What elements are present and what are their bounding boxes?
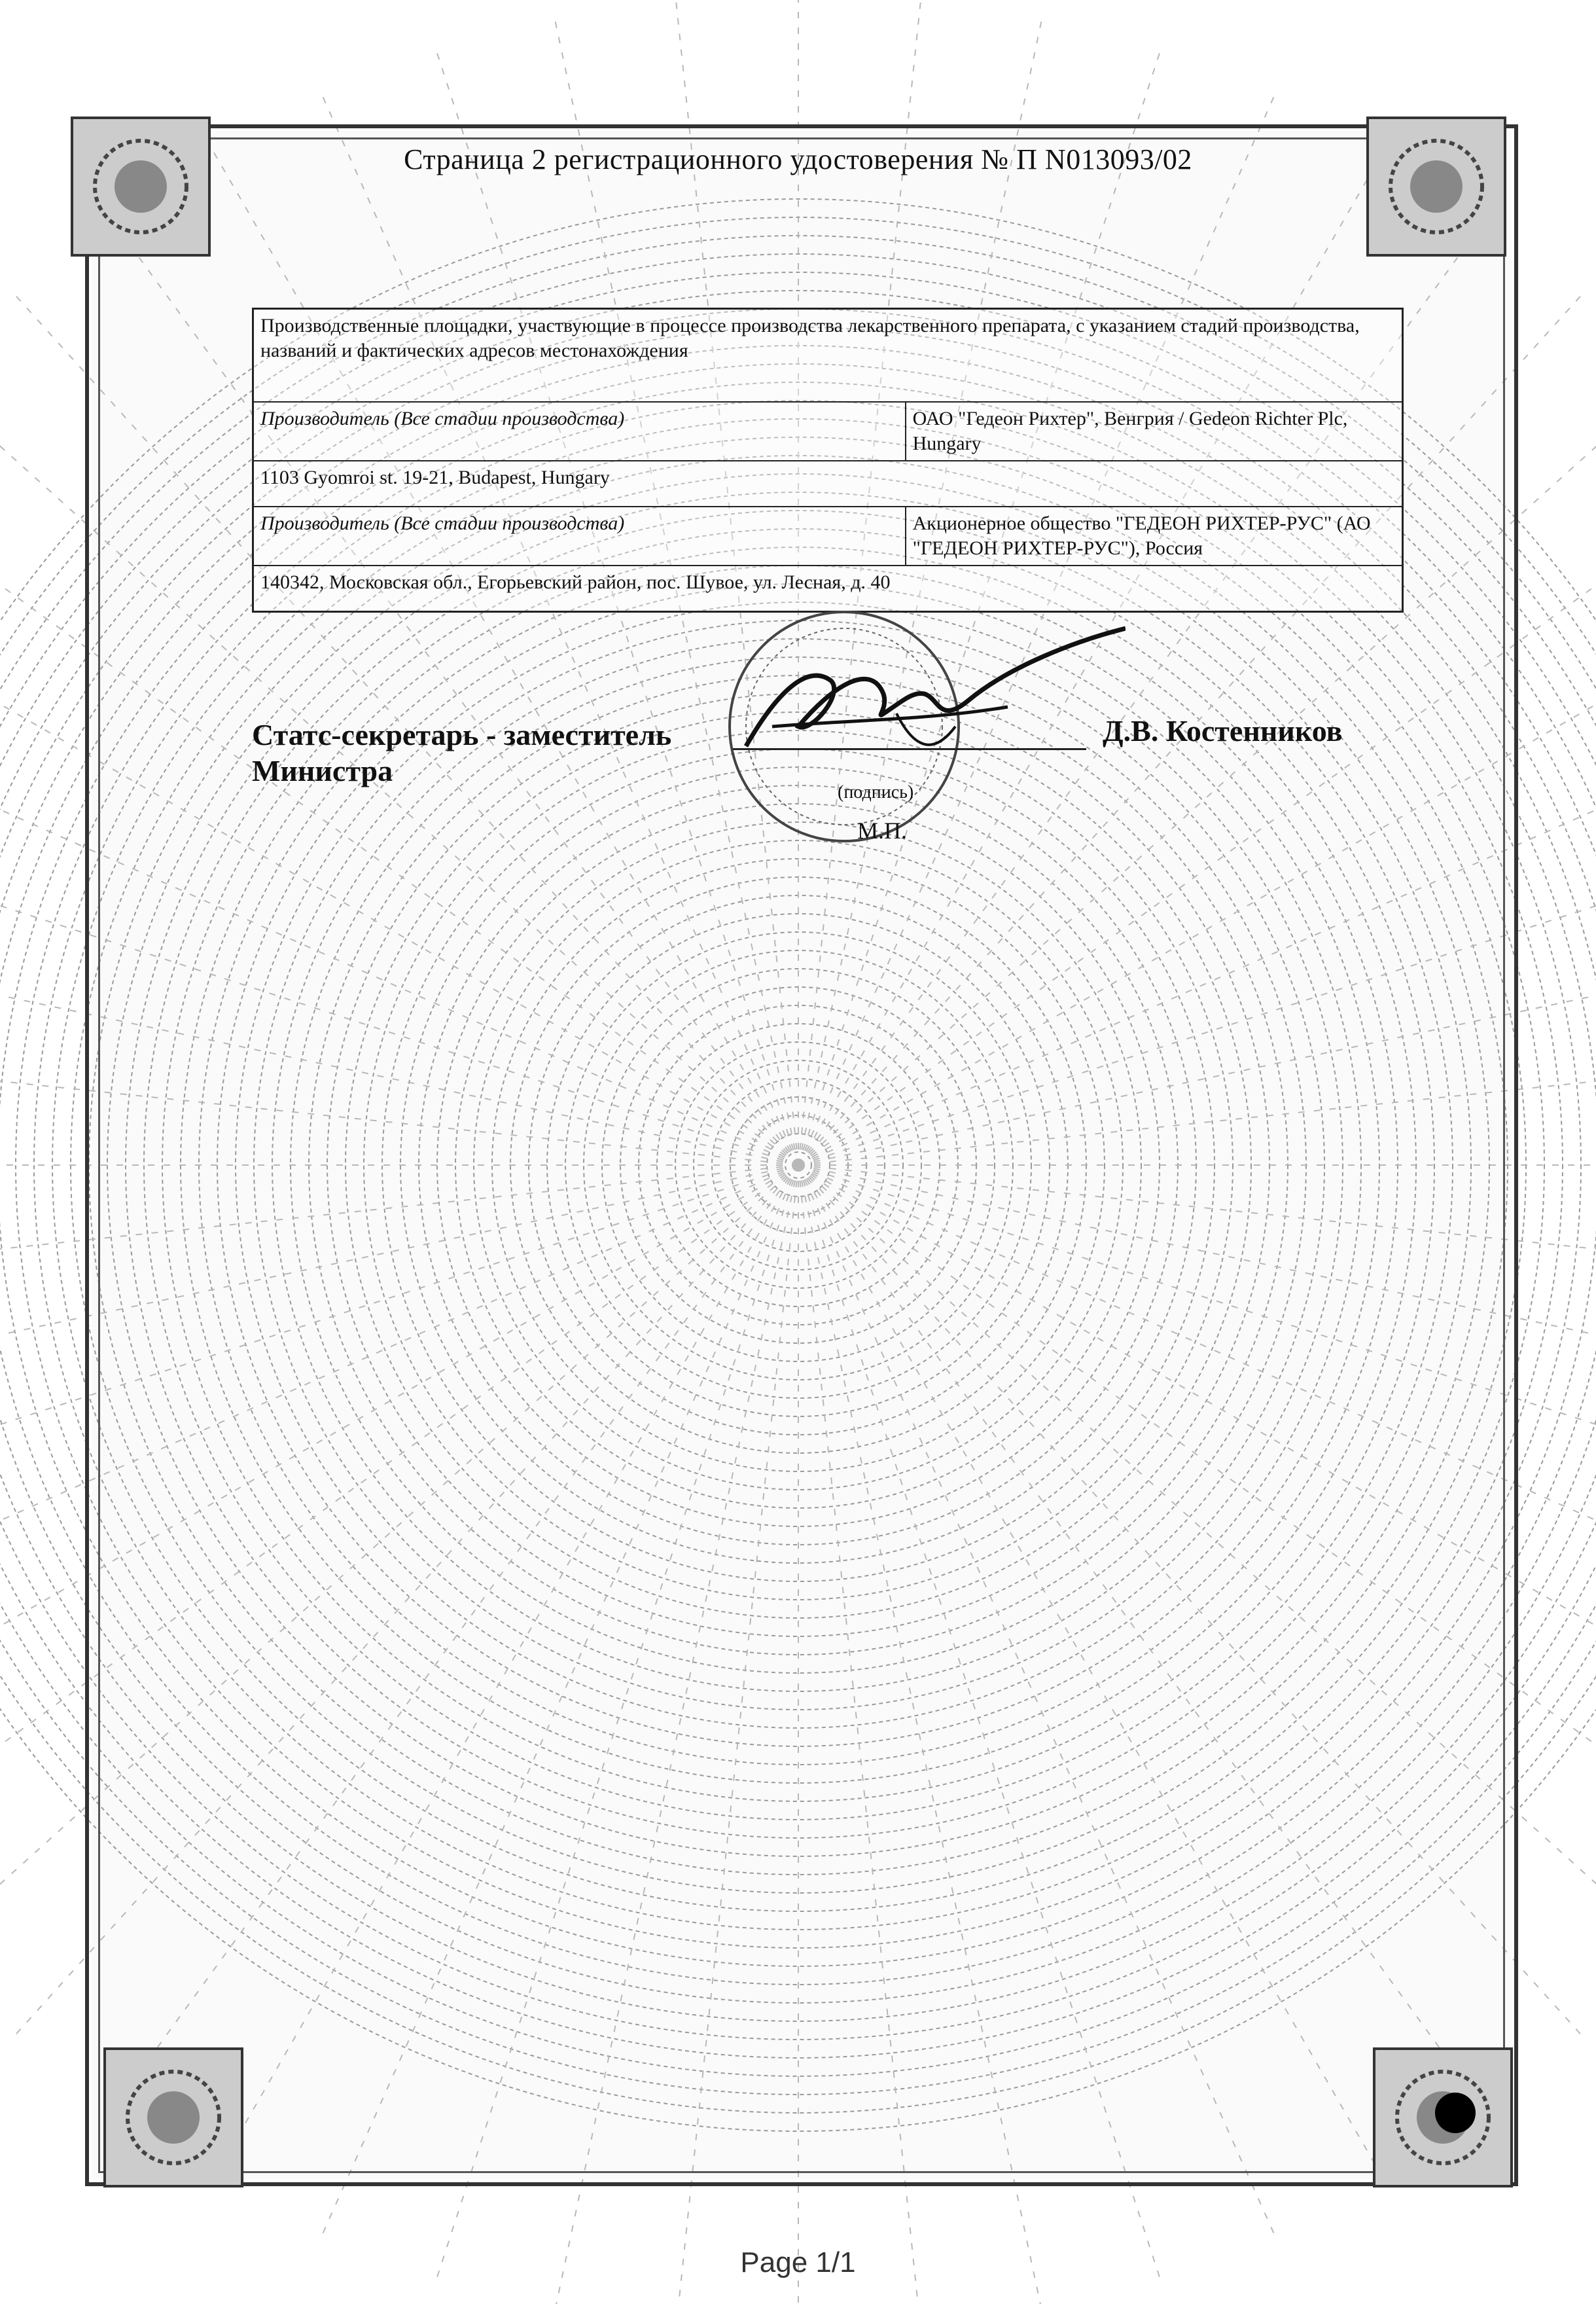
corner-ornament-bottom-left [98,2042,249,2193]
manufacturer-role: Производитель (Все стадии производства) [254,507,906,565]
signatory-title [252,717,671,789]
corner-ornament-top-left [65,111,216,262]
table-row [254,401,1402,460]
signatory-title-line1: Статс-секретарь - заместитель [252,718,672,751]
punch-hole-mark [1435,2093,1476,2133]
seal-placement-mark: М.П. [857,818,908,844]
table-heading: Производственные площадки, участвующие в процессе производства лекарственного препарата, с указанием стадий производства, названий и фактических адресов местонахождения [260,315,1360,361]
manufacturing-sites-table [252,308,1404,613]
manufacturer-company: ОАО "Гедеон Рихтер", Венгрия / Gedeon Richter Plc, Hungary [912,408,1348,454]
manufacturer-company: Акционерное общество "ГЕДЕОН РИХТЕР-РУС" (АО "ГЕДЕОН РИХТЕР-РУС"), Россия [912,513,1371,559]
table-heading-row [254,310,1402,401]
page-number: Page 1/1 [740,2246,856,2278]
signatory-title-line2: Министра [252,754,393,788]
table-row [254,506,1402,565]
certificate-page-title: Страница 2 регистрационного удостоверения № П N013093/02 [404,143,1192,175]
manufacturer-address: 140342, Московская обл., Егорьевский район, пос. Шувое, ул. Лесная, д. 40 [260,571,891,593]
signature-caption: (подпись) [838,782,914,802]
signature-line [733,748,1086,750]
corner-ornament-top-right [1361,111,1512,262]
manufacturer-role: Производитель (Все стадии производства) [254,403,906,460]
manufacturer-address: 1103 Gyomroi st. 19-21, Budapest, Hungary [260,467,610,488]
table-row [254,460,1402,506]
signatory-name: Д.В. Костенников [1103,714,1343,747]
